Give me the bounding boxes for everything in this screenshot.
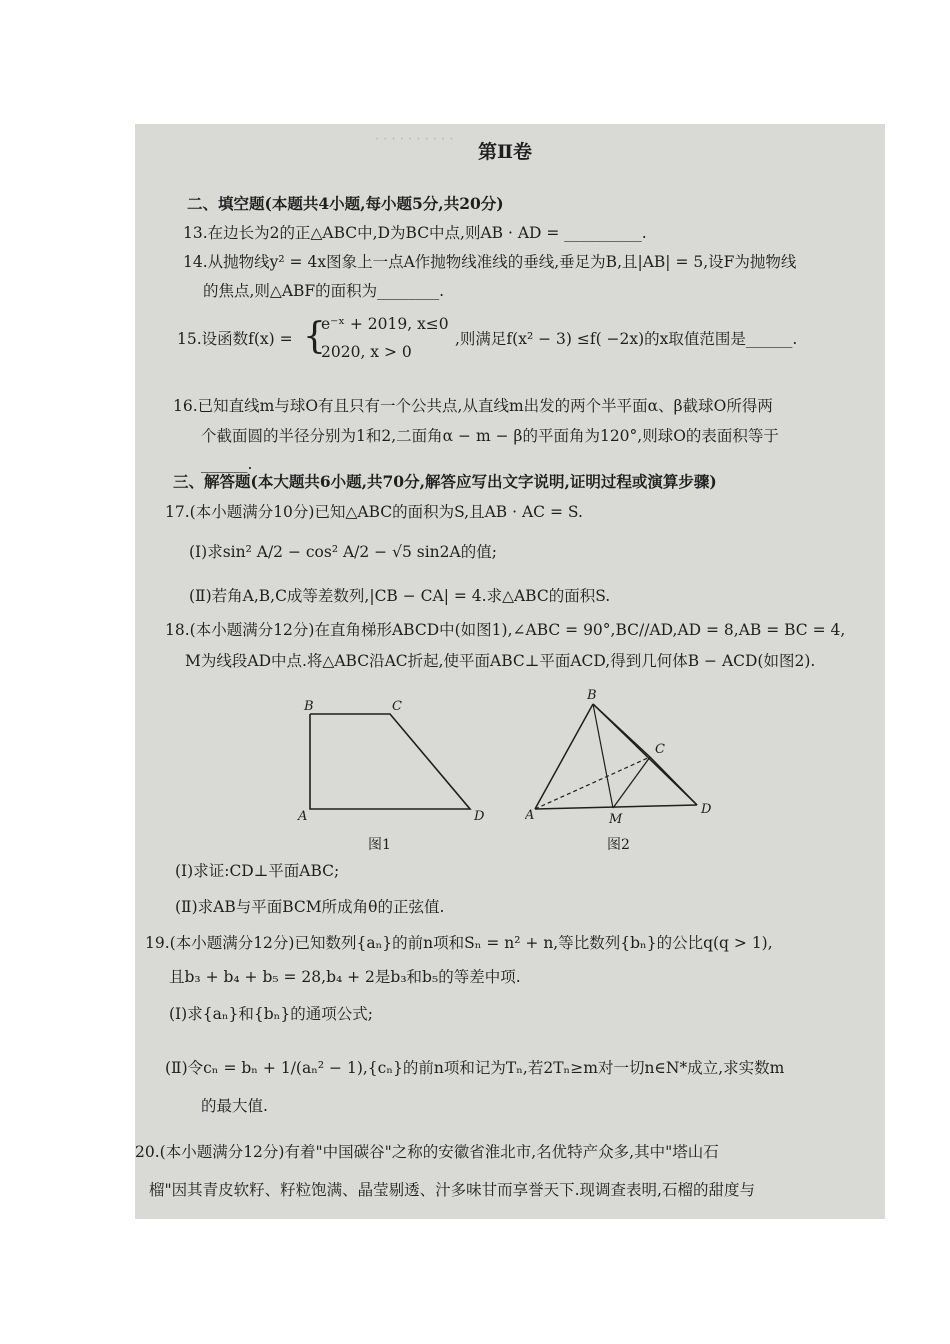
- vertex-label-A: A: [525, 808, 535, 823]
- solution-header: 三、解答题(本大题共6小题,共70分,解答应写出文字说明,证明过程或演算步骤): [173, 472, 717, 491]
- question-14-line1: 14.从抛物线y² = 4x图象上一点A作抛物线准线的垂线,垂足为B,且|AB| = 5,设F为抛物线: [183, 253, 797, 271]
- figure-2-caption: 图2: [607, 837, 630, 853]
- vertex-label-C: C: [392, 699, 402, 714]
- question-20-line1: 20.(本小题满分12分)有着"中国碳谷"之称的安徽省淮北市,名优特产众多,其中"塔山石: [135, 1143, 719, 1161]
- piecewise-brace: {: [303, 316, 326, 357]
- question-16-line2: 个截面圆的半径分别为1和2,二面角α − m − β的平面角为120°,则球O的表面积等于: [201, 427, 779, 445]
- question-18-part2: (Ⅱ)求AB与平面BCM所成角θ的正弦值.: [175, 898, 445, 916]
- vertex-label-B: B: [304, 699, 314, 714]
- fill-in-header: 二、填空题(本题共4小题,每小题5分,共20分): [187, 194, 504, 213]
- vertex-label-B: B: [587, 689, 597, 703]
- question-19-part2: (Ⅱ)令cₙ = bₙ + 1/(aₙ² − 1),{cₙ}的前n项和记为Tₙ,若2Tₙ≥m对一切n∈N*成立,求实数m: [165, 1059, 785, 1077]
- bleed-through-text: · · · · · · · · · ·: [375, 132, 454, 147]
- question-18-part1: (Ⅰ)求证:CD⊥平面ABC;: [175, 862, 340, 880]
- question-16-line1: 16.已知直线m与球O有且只有一个公共点,从直线m出发的两个半平面α、β截球O所得两: [173, 397, 773, 415]
- question-19-line2: 且b₃ + b₄ + b₅ = 28,b₄ + 2是b₃和b₅的等差中项.: [169, 968, 521, 986]
- edge-AB: [535, 704, 593, 809]
- trapezoid-outline: [310, 714, 470, 809]
- question-15-prefix: 15.设函数f(x) =: [177, 330, 293, 348]
- edge-AD: [535, 805, 697, 809]
- figure-1-caption: 图1: [368, 837, 391, 853]
- vertex-label-A: A: [298, 809, 308, 824]
- vertex-label-C: C: [655, 742, 665, 757]
- question-20-line2: 榴"因其青皮软籽、籽粒饱满、晶莹剔透、汁多味甘而享誉天下.现调查表明,石榴的甜度与: [149, 1181, 755, 1199]
- section-title: 第Ⅱ卷: [478, 141, 533, 163]
- vertex-label-M: M: [609, 812, 623, 827]
- question-19-part2-cont: 的最大值.: [201, 1097, 268, 1115]
- question-15-suffix: ,则满足f(x² − 3) ≤f( −2x)的x取值范围是______.: [455, 330, 798, 348]
- question-17-part1: (Ⅰ)求sin² A/2 − cos² A/2 − √5 sin2A的值;: [189, 543, 497, 561]
- question-18-line1: 18.(本小题满分12分)在直角梯形ABCD中(如图1),∠ABC = 90°,BC//AD,AD = 8,AB = BC = 4,: [165, 621, 846, 639]
- hidden-edge-AC: [535, 757, 650, 809]
- question-16-line3: ______.: [201, 455, 253, 473]
- question-15-case2: 2020, x > 0: [321, 343, 412, 361]
- vertex-label-D: D: [701, 802, 712, 817]
- vertex-label-D: D: [474, 809, 485, 824]
- question-13: 13.在边长为2的正△ABC中,D为BC中点,则AB · AD = __________.: [183, 224, 647, 242]
- question-15-case1: e⁻ˣ + 2019, x≤0: [321, 315, 449, 333]
- figure-2-tetrahedron: [525, 689, 725, 829]
- question-17: 17.(本小题满分10分)已知△ABC的面积为S,且AB · AC = S.: [165, 503, 583, 521]
- edge-CD: [650, 757, 697, 805]
- question-14-line2: 的焦点,则△ABF的面积为________.: [203, 282, 445, 300]
- figure-1-trapezoid: [290, 694, 500, 824]
- question-19-line1: 19.(本小题满分12分)已知数列{aₙ}的前n项和Sₙ = n² + n,等比数列{bₙ}的公比q(q > 1),: [145, 934, 773, 952]
- question-19-part1: (Ⅰ)求{aₙ}和{bₙ}的通项公式;: [169, 1005, 373, 1023]
- exam-page: [135, 124, 885, 1219]
- question-18-line2: M为线段AD中点.将△ABC沿AC折起,使平面ABC⊥平面ACD,得到几何体B − ACD(如图2).: [185, 652, 816, 670]
- segment-CM: [613, 757, 650, 808]
- question-17-part2: (Ⅱ)若角A,B,C成等差数列,|CB − CA| = 4.求△ABC的面积S.: [189, 587, 611, 605]
